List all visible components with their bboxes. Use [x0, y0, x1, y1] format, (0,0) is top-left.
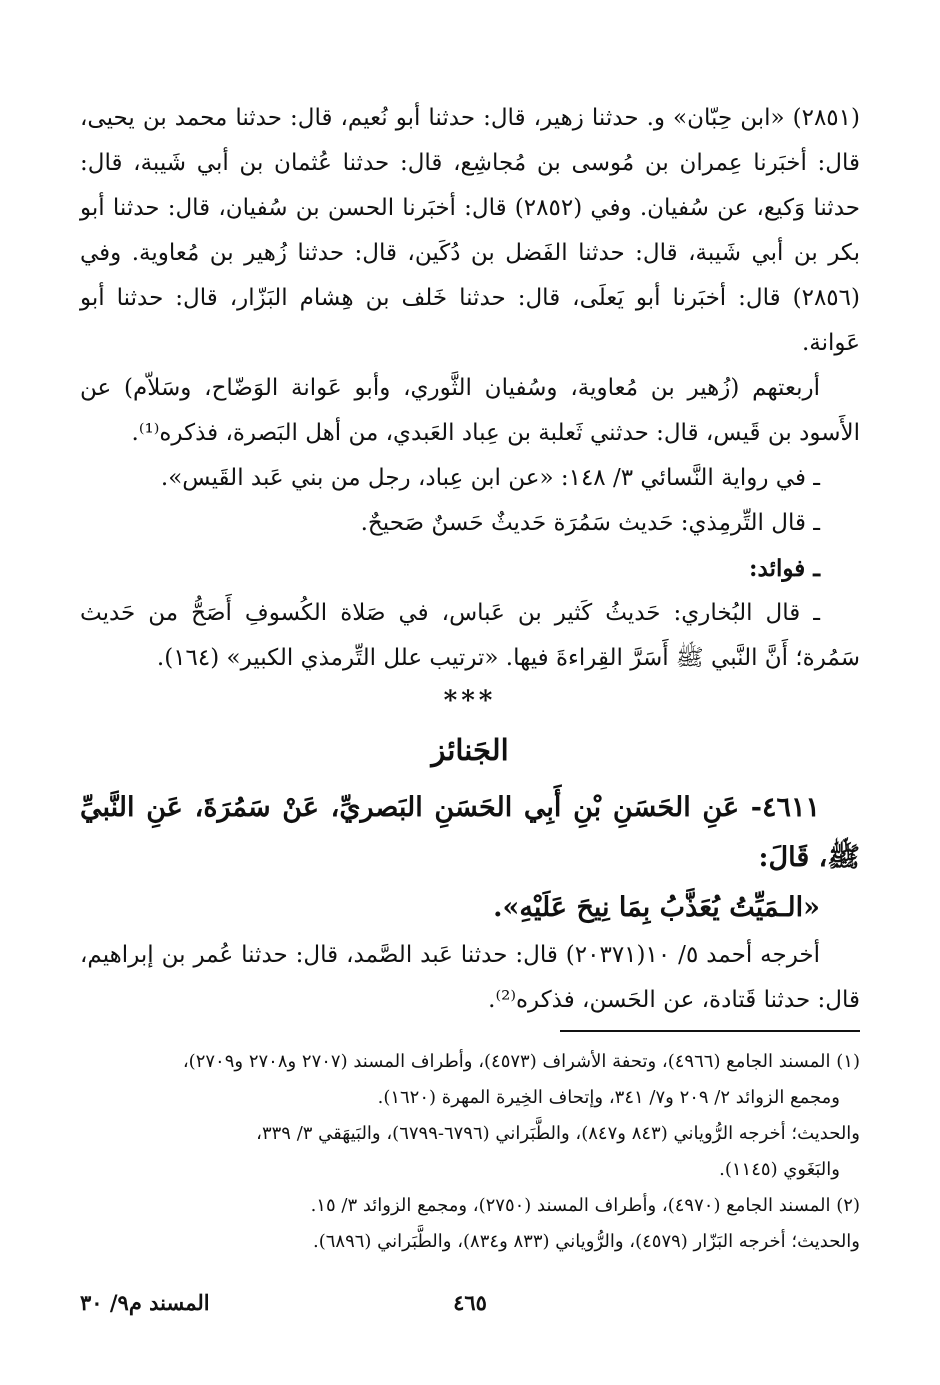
footnote-2-line-2: والحديث؛ أخرجه البَزّار (٤٥٧٩)، والرُّوياني (٨٣٣ و٨٣٤)، والطَّبَراني (٦٨٩٦). — [313, 1231, 860, 1252]
volume-signature: المسند م٩/ ٣٠ — [80, 1290, 210, 1315]
footnote-1-line-2: ومجمع الزوائد ٢/ ٢٠٩ و٧/ ٣٤١، وإتحاف الخِيرة المهرة (١٦٢٠). — [377, 1087, 840, 1108]
note-nasai: ـ في رواية النَّسائي ٣/ ١٤٨: «عن ابن عِباد، رجل من بني عَبد القَيس». — [160, 465, 820, 491]
benefits-heading: ـ فوائد: — [749, 555, 820, 582]
main-text — [80, 96, 860, 1023]
footnote-1-line-4: والبَغَوي (١١٤٥). — [719, 1159, 840, 1180]
footnotes — [80, 1044, 860, 1260]
footnote-2-line-1: (٢) المسند الجامع (٤٩٧٠)، وأطراف المسند (٢٧٥٠)، ومجمع الزوائد ٣/ ١٥. — [310, 1195, 860, 1216]
hadith-header: ٤٦١١- عَنِ الحَسَنِ بْنِ أَبِي الحَسَنِ البَصريِّ، عَنْ سَمُرَةَ، عَنِ النَّبيِّ ﷺ، قَالَ: — [80, 792, 860, 873]
note-tirmidhi: ـ قال التِّرمِذي: حَديث سَمُرَة حَديثٌ حَسنٌ صَحيحٌ. — [360, 510, 820, 536]
paragraph-chain-ibn-hibban: (٢٨٥١) «ابن حِبّان» و. حدثنا زهير، قال: حدثنا أبو نُعيم، قال: حدثنا محمد بن يحيى، قال: أخبَرنا عِمران بن مُوسى بن مُجاشِع، قال: حدثنا عُثمان بن أبي شَيبة، قال: حدثنا وَكيع، عن سُفيان. وفي (٢٨٥٢) قال: أخبَرنا الحسن بن سُفيان، قال: حدثنا أبو بكر بن أبي شَيبة، قال: حدثنا الفَضل بن دُكَين، قال: حدثنا زُهير بن مُعاوية. وفي (٢٨٥٦) قال: أخبَرنا أبو يَعلَى، قال: حدثنا خَلف بن هِشام البَزّار، قال: حدثنا أبو عَوانة. — [80, 105, 860, 356]
footnote-1-line-1: (١) المسند الجامع (٤٩٦٦)، وتحفة الأشراف (٤٥٧٣)، وأطراف المسند (٢٧٠٧ و٢٧٠٨ و٢٧٠٩)، — [182, 1051, 860, 1072]
section-title: الجَنائز — [431, 733, 509, 767]
note-bukhari: ـ قال البُخاري: حَديثُ كَثير بن عَباس، في صَلاة الكُسوفِ أَصَحُّ من حَديث سَمُرة؛ أَنَّ النَّبي ﷺ أَسَرَّ القِراءةَ فيها. «ترتيب علل التِّرمذي الكبير» (١٦٤). — [80, 600, 860, 671]
hadith-text: «الـمَيِّتُ يُعَذَّبُ بِمَا نِيحَ عَلَيْهِ». — [493, 892, 820, 923]
footnote-1-line-3: والحديث؛ أخرجه الرُّوياني (٨٤٣ و٨٤٧)، والطَّبَراني (٦٧٩٦-٦٧٩٩)، والبَيهَقي ٣/ ٣٣٩، — [256, 1123, 860, 1144]
section-separator: *** — [443, 686, 497, 716]
page-number: ٤٦٥ — [453, 1290, 487, 1315]
footnotes-divider — [560, 1030, 860, 1032]
takhrij-paragraph: أخرجه أحمد ٥/ ١٠(٢٠٣٧١) قال: حدثنا عَبد الصَّمد، قال: حدثنا عُمر بن إبراهيم، قال: حدثنا قَتادة، عن الحَسن، فذكره⁽²⁾. — [80, 942, 860, 1013]
page-footer — [80, 1290, 860, 1330]
paragraph-four-narrators: أربعتهم (زُهير بن مُعاوية، وسُفيان الثَّوري، وأبو عَوانة الوَضّاح، وسَلاّم) عن الأَسود بن قَيس، قال: حدثني ثَعلبة بن عِباد العَبدي، من أهل البَصرة، فذكره⁽¹⁾. — [80, 375, 860, 446]
